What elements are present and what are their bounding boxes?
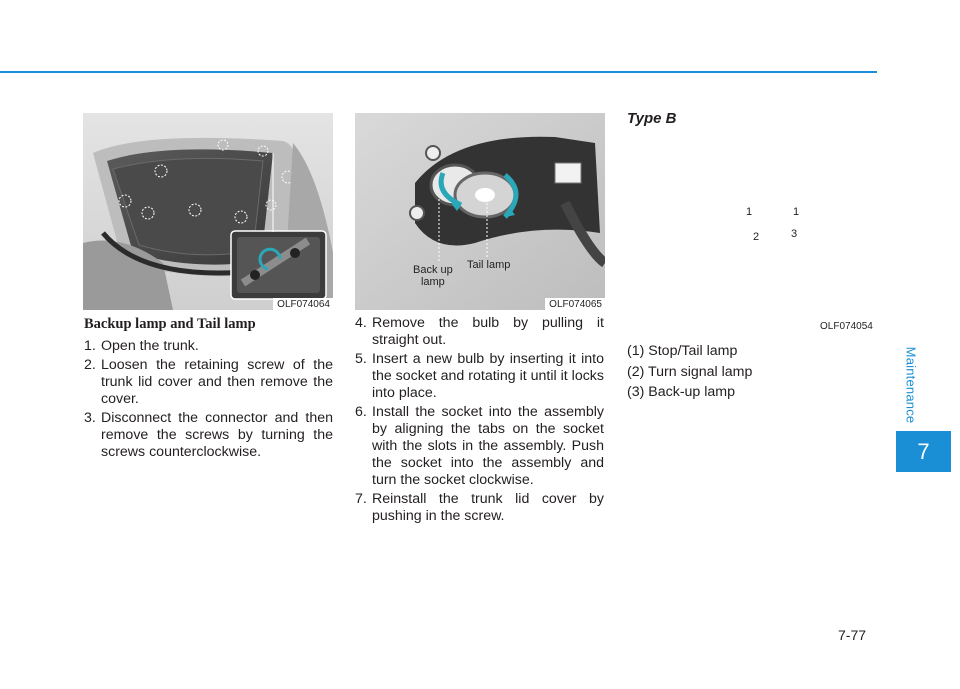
step-item: 2. Loosen the retaining screw of the trunk lid cover and then remove the cover.: [84, 357, 333, 407]
step-item: 3. Disconnect the connector and then remove the screws by turning the screws counterclockwise.: [84, 410, 333, 460]
legend-list: [627, 341, 752, 403]
legend-item: (3) Back-up lamp: [627, 384, 736, 400]
callout-3: 3: [791, 228, 798, 240]
chapter-side-label: Maintenance: [903, 346, 919, 424]
figure-code: OLF074065: [545, 298, 605, 310]
steps-left: [84, 338, 333, 463]
step-item: 7. Reinstall the trunk lid cover by pushing in the screw.: [355, 491, 604, 524]
page-number: 7-77: [838, 627, 867, 643]
header-rule: [0, 71, 877, 73]
lamp-socket-illustration: [355, 113, 605, 310]
figure-lamp-socket: [355, 113, 605, 310]
legend-item: (2) Turn signal lamp: [627, 363, 753, 380]
chapter-number-tab: 7: [896, 431, 951, 472]
figure-code: OLF074064: [273, 298, 333, 310]
figure-trunk-lid: [83, 113, 333, 310]
callout-2: 2: [753, 231, 760, 243]
label-tail-lamp: Tail lamp: [467, 259, 511, 271]
step-item: 5. Insert a new bulb by inserting it into the socket and rotating it until it locks into place.: [355, 351, 604, 401]
callout-1a: 1: [746, 206, 753, 218]
step-item: 6. Install the socket into the assembly by aligning the tabs on the socket with the slots in the assembly. Push the socket into the assembly and turn the socket clockwise.: [355, 404, 604, 488]
label-backup-lamp: Back up lamp: [413, 264, 453, 288]
type-b-heading: Type B: [627, 110, 677, 127]
callout-1b: 1: [793, 206, 800, 218]
trunk-lid-illustration: [83, 113, 333, 310]
step-item: 1. Open the trunk.: [84, 338, 199, 354]
figure-code: OLF074054: [820, 321, 873, 332]
steps-middle: [355, 315, 604, 527]
section-heading: Backup lamp and Tail lamp: [84, 316, 256, 332]
step-item: 4. Remove the bulb by pulling it straight out.: [355, 315, 604, 348]
legend-item: (1) Stop/Tail lamp: [627, 343, 738, 359]
